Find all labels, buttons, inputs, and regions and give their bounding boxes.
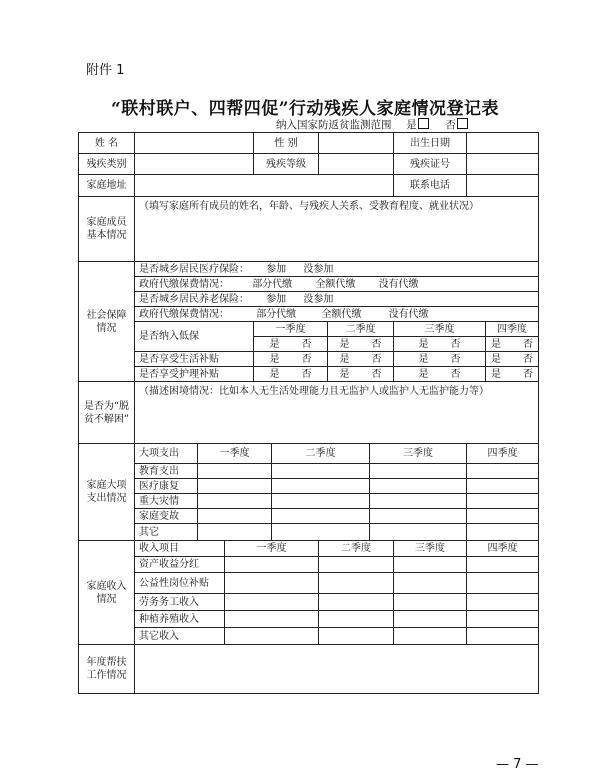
income-quarter-3: 三季度	[394, 541, 467, 557]
expense-row	[79, 464, 539, 479]
gender-label: 性 别	[254, 133, 319, 154]
row-income-header	[79, 541, 539, 557]
ss-quarter-1: 一季度	[254, 322, 328, 337]
expense-cell[interactable]	[370, 464, 467, 479]
row-care-subsidy	[79, 367, 539, 382]
medical-insurance-line[interactable]	[135, 262, 539, 277]
income-cell[interactable]	[319, 611, 394, 628]
monitoring-yes-label: 是	[406, 119, 417, 131]
social-security-label: 社会保障情况	[79, 262, 135, 382]
pension-gov-pay-line[interactable]	[135, 307, 539, 322]
income-cell[interactable]	[225, 628, 319, 645]
income-item-label: 其它收入	[135, 628, 225, 645]
expense-cell[interactable]	[370, 524, 467, 541]
hardship-field[interactable]: （描述困境情况：比如本人无生活处理能力且无监护人或监护人无监护能力等）	[135, 382, 539, 444]
registration-form-table	[78, 132, 539, 694]
income-cell[interactable]	[225, 594, 319, 611]
income-cell[interactable]	[467, 594, 539, 611]
income-header: 收入项目	[135, 541, 225, 557]
expense-quarter-1: 一季度	[198, 444, 272, 464]
monitoring-scope	[276, 117, 468, 132]
expense-row	[79, 494, 539, 509]
row-hardship	[79, 382, 539, 444]
yes-text: 是	[339, 368, 350, 380]
yes-text: 是	[491, 353, 502, 365]
care-subsidy-label: 是否享受护理补贴	[135, 367, 254, 382]
address-field[interactable]	[135, 175, 394, 197]
medical-insurance-option-not-join[interactable]: 没参加	[303, 263, 334, 275]
low-income-q1[interactable]	[254, 337, 328, 352]
income-cell[interactable]	[467, 573, 539, 594]
no-text: 否	[523, 368, 534, 380]
pension-insurance-label: 是否城乡居民养老保险：	[139, 293, 249, 305]
name-field[interactable]	[135, 133, 254, 154]
hardship-label: 是否为“脱贫不解困”	[79, 382, 135, 444]
care-subsidy-q2[interactable]	[328, 367, 394, 382]
no-text: 否	[450, 353, 461, 365]
income-row	[79, 611, 539, 628]
living-subsidy-label: 是否享受生活补贴	[135, 352, 254, 367]
income-quarter-2: 二季度	[319, 541, 394, 557]
row-expense-header	[79, 444, 539, 464]
income-item-label: 劳务务工收入	[135, 594, 225, 611]
row-living-subsidy	[79, 352, 539, 367]
yes-text: 是	[339, 353, 350, 365]
income-cell[interactable]	[319, 594, 394, 611]
medical-gov-pay-line[interactable]	[135, 277, 539, 292]
medical-insurance-label: 是否城乡居民医疗保险：	[139, 263, 249, 275]
pension-gov-pay-option-partial[interactable]: 部分代缴	[256, 308, 297, 320]
expense-cell[interactable]	[272, 479, 370, 494]
no-text: 否	[371, 368, 382, 380]
attachment-label: 附件 1	[86, 63, 125, 78]
disability-cert-label: 残疾证号	[394, 154, 467, 175]
yes-text: 是	[491, 338, 502, 350]
living-subsidy-q2[interactable]	[328, 352, 394, 367]
income-cell[interactable]	[394, 557, 467, 573]
yes-text: 是	[418, 353, 429, 365]
income-row	[79, 557, 539, 573]
income-row	[79, 594, 539, 611]
living-subsidy-q3[interactable]	[394, 352, 486, 367]
yes-text: 是	[339, 338, 350, 350]
no-text: 否	[371, 338, 382, 350]
expense-item-label: 其它	[135, 524, 198, 541]
monitoring-no-checkbox[interactable]	[457, 118, 468, 129]
income-cell[interactable]	[225, 557, 319, 573]
phone-field[interactable]	[467, 175, 539, 197]
medical-gov-pay-option-none[interactable]: 没有代缴	[378, 278, 419, 290]
expense-quarter-2: 二季度	[272, 444, 370, 464]
income-cell[interactable]	[225, 611, 319, 628]
expense-row	[79, 479, 539, 494]
income-row	[79, 628, 539, 645]
pension-insurance-line[interactable]	[135, 292, 539, 307]
pension-gov-pay-option-full[interactable]: 全额代缴	[321, 308, 362, 320]
income-cell[interactable]	[319, 557, 394, 573]
expense-cell[interactable]	[198, 464, 272, 479]
no-text: 否	[450, 368, 461, 380]
no-text: 否	[301, 353, 312, 365]
expense-cell[interactable]	[370, 509, 467, 524]
disability-type-label: 残疾类别	[79, 154, 135, 175]
no-text: 否	[450, 338, 461, 350]
expense-cell[interactable]	[467, 524, 539, 541]
expense-cell[interactable]	[198, 479, 272, 494]
form-title: “联村联户、四帮四促”行动残疾人家庭情况登记表	[110, 99, 500, 119]
expense-item-label: 教育支出	[135, 464, 198, 479]
row-annual-work	[79, 645, 539, 694]
monitoring-yes-checkbox[interactable]	[418, 118, 429, 129]
care-subsidy-q3[interactable]	[394, 367, 486, 382]
income-item-label: 资产收益分红	[135, 557, 225, 573]
pension-gov-pay-option-none[interactable]: 没有代缴	[388, 308, 429, 320]
expense-header: 大项支出	[135, 444, 198, 464]
low-income-label: 是否纳入低保	[135, 322, 254, 352]
expense-cell[interactable]	[467, 509, 539, 524]
address-label: 家庭地址	[79, 175, 135, 197]
expense-cell[interactable]	[370, 494, 467, 509]
annual-work-label: 年度帮扶工作情况	[79, 645, 135, 694]
expense-cell[interactable]	[370, 479, 467, 494]
expense-item-label: 家庭变故	[135, 509, 198, 524]
expense-cell[interactable]	[467, 479, 539, 494]
disability-cert-field[interactable]	[467, 154, 539, 175]
ss-quarter-2: 二季度	[328, 322, 394, 337]
yes-text: 是	[269, 353, 280, 365]
income-quarter-1: 一季度	[225, 541, 319, 557]
care-subsidy-q4[interactable]	[486, 367, 539, 382]
expense-quarter-4: 四季度	[467, 444, 539, 464]
birth-date-field[interactable]	[467, 133, 539, 154]
yes-text: 是	[269, 368, 280, 380]
expense-cell[interactable]	[272, 524, 370, 541]
disability-level-field[interactable]	[319, 154, 394, 175]
expense-item-label: 重大灾情	[135, 494, 198, 509]
expense-cell[interactable]	[272, 494, 370, 509]
annual-work-field[interactable]	[135, 645, 539, 694]
expense-item-label: 医疗康复	[135, 479, 198, 494]
no-text: 否	[301, 338, 312, 350]
monitoring-no-label: 否	[445, 119, 456, 131]
income-cell[interactable]	[225, 573, 319, 594]
phone-label: 联系电话	[394, 175, 467, 197]
income-cell[interactable]	[319, 628, 394, 645]
page-number: — 7 —	[496, 757, 539, 772]
row-members	[79, 197, 539, 262]
row-disability	[79, 154, 539, 175]
expense-cell[interactable]	[198, 524, 272, 541]
medical-insurance-option-join[interactable]: 参加	[266, 263, 287, 275]
expense-cell[interactable]	[198, 494, 272, 509]
income-cell[interactable]	[467, 628, 539, 645]
expense-cell[interactable]	[198, 509, 272, 524]
expense-quarter-3: 三季度	[370, 444, 467, 464]
expense-cell[interactable]	[467, 464, 539, 479]
income-row	[79, 573, 539, 594]
disability-level-label: 残疾等级	[254, 154, 319, 175]
no-text: 否	[523, 338, 534, 350]
low-income-q2[interactable]	[328, 337, 394, 352]
income-item-label: 种植养殖收入	[135, 611, 225, 628]
income-label: 家庭收入情况	[79, 541, 135, 645]
row-medical-gov-pay	[79, 277, 539, 292]
expense-row	[79, 524, 539, 541]
yes-text: 是	[269, 338, 280, 350]
pension-gov-pay-label: 政府代缴保费情况：	[139, 308, 229, 320]
row-quarter-header	[79, 322, 539, 337]
pension-insurance-option-not-join[interactable]: 没参加	[303, 293, 334, 305]
income-item-label: 公益性岗位补贴	[135, 573, 225, 594]
no-text: 否	[371, 353, 382, 365]
ss-quarter-3: 三季度	[394, 322, 486, 337]
members-field[interactable]: （填写家庭所有成员的姓名，年龄、与残疾人关系、受教育程度、就业状况）	[135, 197, 539, 262]
income-cell[interactable]	[319, 573, 394, 594]
row-name-gender	[79, 133, 539, 154]
income-cell[interactable]	[394, 611, 467, 628]
yes-text: 是	[418, 338, 429, 350]
ss-quarter-4: 四季度	[486, 322, 539, 337]
income-cell[interactable]	[467, 611, 539, 628]
care-subsidy-q1[interactable]	[254, 367, 328, 382]
members-label: 家庭成员基本情况	[79, 197, 135, 262]
low-income-q4[interactable]	[486, 337, 539, 352]
income-cell[interactable]	[394, 573, 467, 594]
no-text: 否	[523, 353, 534, 365]
row-address	[79, 175, 539, 197]
gender-field[interactable]	[319, 133, 394, 154]
monitoring-scope-label: 纳入国家防返贫监测范围	[276, 119, 392, 131]
income-cell[interactable]	[394, 594, 467, 611]
expense-cell[interactable]	[272, 509, 370, 524]
yes-text: 是	[491, 368, 502, 380]
medical-gov-pay-option-full[interactable]: 全额代缴	[315, 278, 356, 290]
expenses-label: 家庭大项支出情况	[79, 444, 135, 541]
disability-type-field[interactable]	[135, 154, 254, 175]
row-pension-gov-pay	[79, 307, 539, 322]
income-cell[interactable]	[467, 557, 539, 573]
row-medical-insurance	[79, 262, 539, 277]
name-label: 姓 名	[79, 133, 135, 154]
expense-row	[79, 509, 539, 524]
expense-cell[interactable]	[467, 494, 539, 509]
low-income-q3[interactable]	[394, 337, 486, 352]
pension-insurance-option-join[interactable]: 参加	[266, 293, 287, 305]
expense-cell[interactable]	[272, 464, 370, 479]
living-subsidy-q1[interactable]	[254, 352, 328, 367]
birth-date-label: 出生日期	[394, 133, 467, 154]
medical-gov-pay-option-partial[interactable]: 部分代缴	[252, 278, 293, 290]
living-subsidy-q4[interactable]	[486, 352, 539, 367]
medical-gov-pay-label: 政府代缴保费情况：	[139, 278, 229, 290]
income-quarter-4: 四季度	[467, 541, 539, 557]
no-text: 否	[301, 368, 312, 380]
yes-text: 是	[418, 368, 429, 380]
income-cell[interactable]	[394, 628, 467, 645]
row-pension-insurance	[79, 292, 539, 307]
